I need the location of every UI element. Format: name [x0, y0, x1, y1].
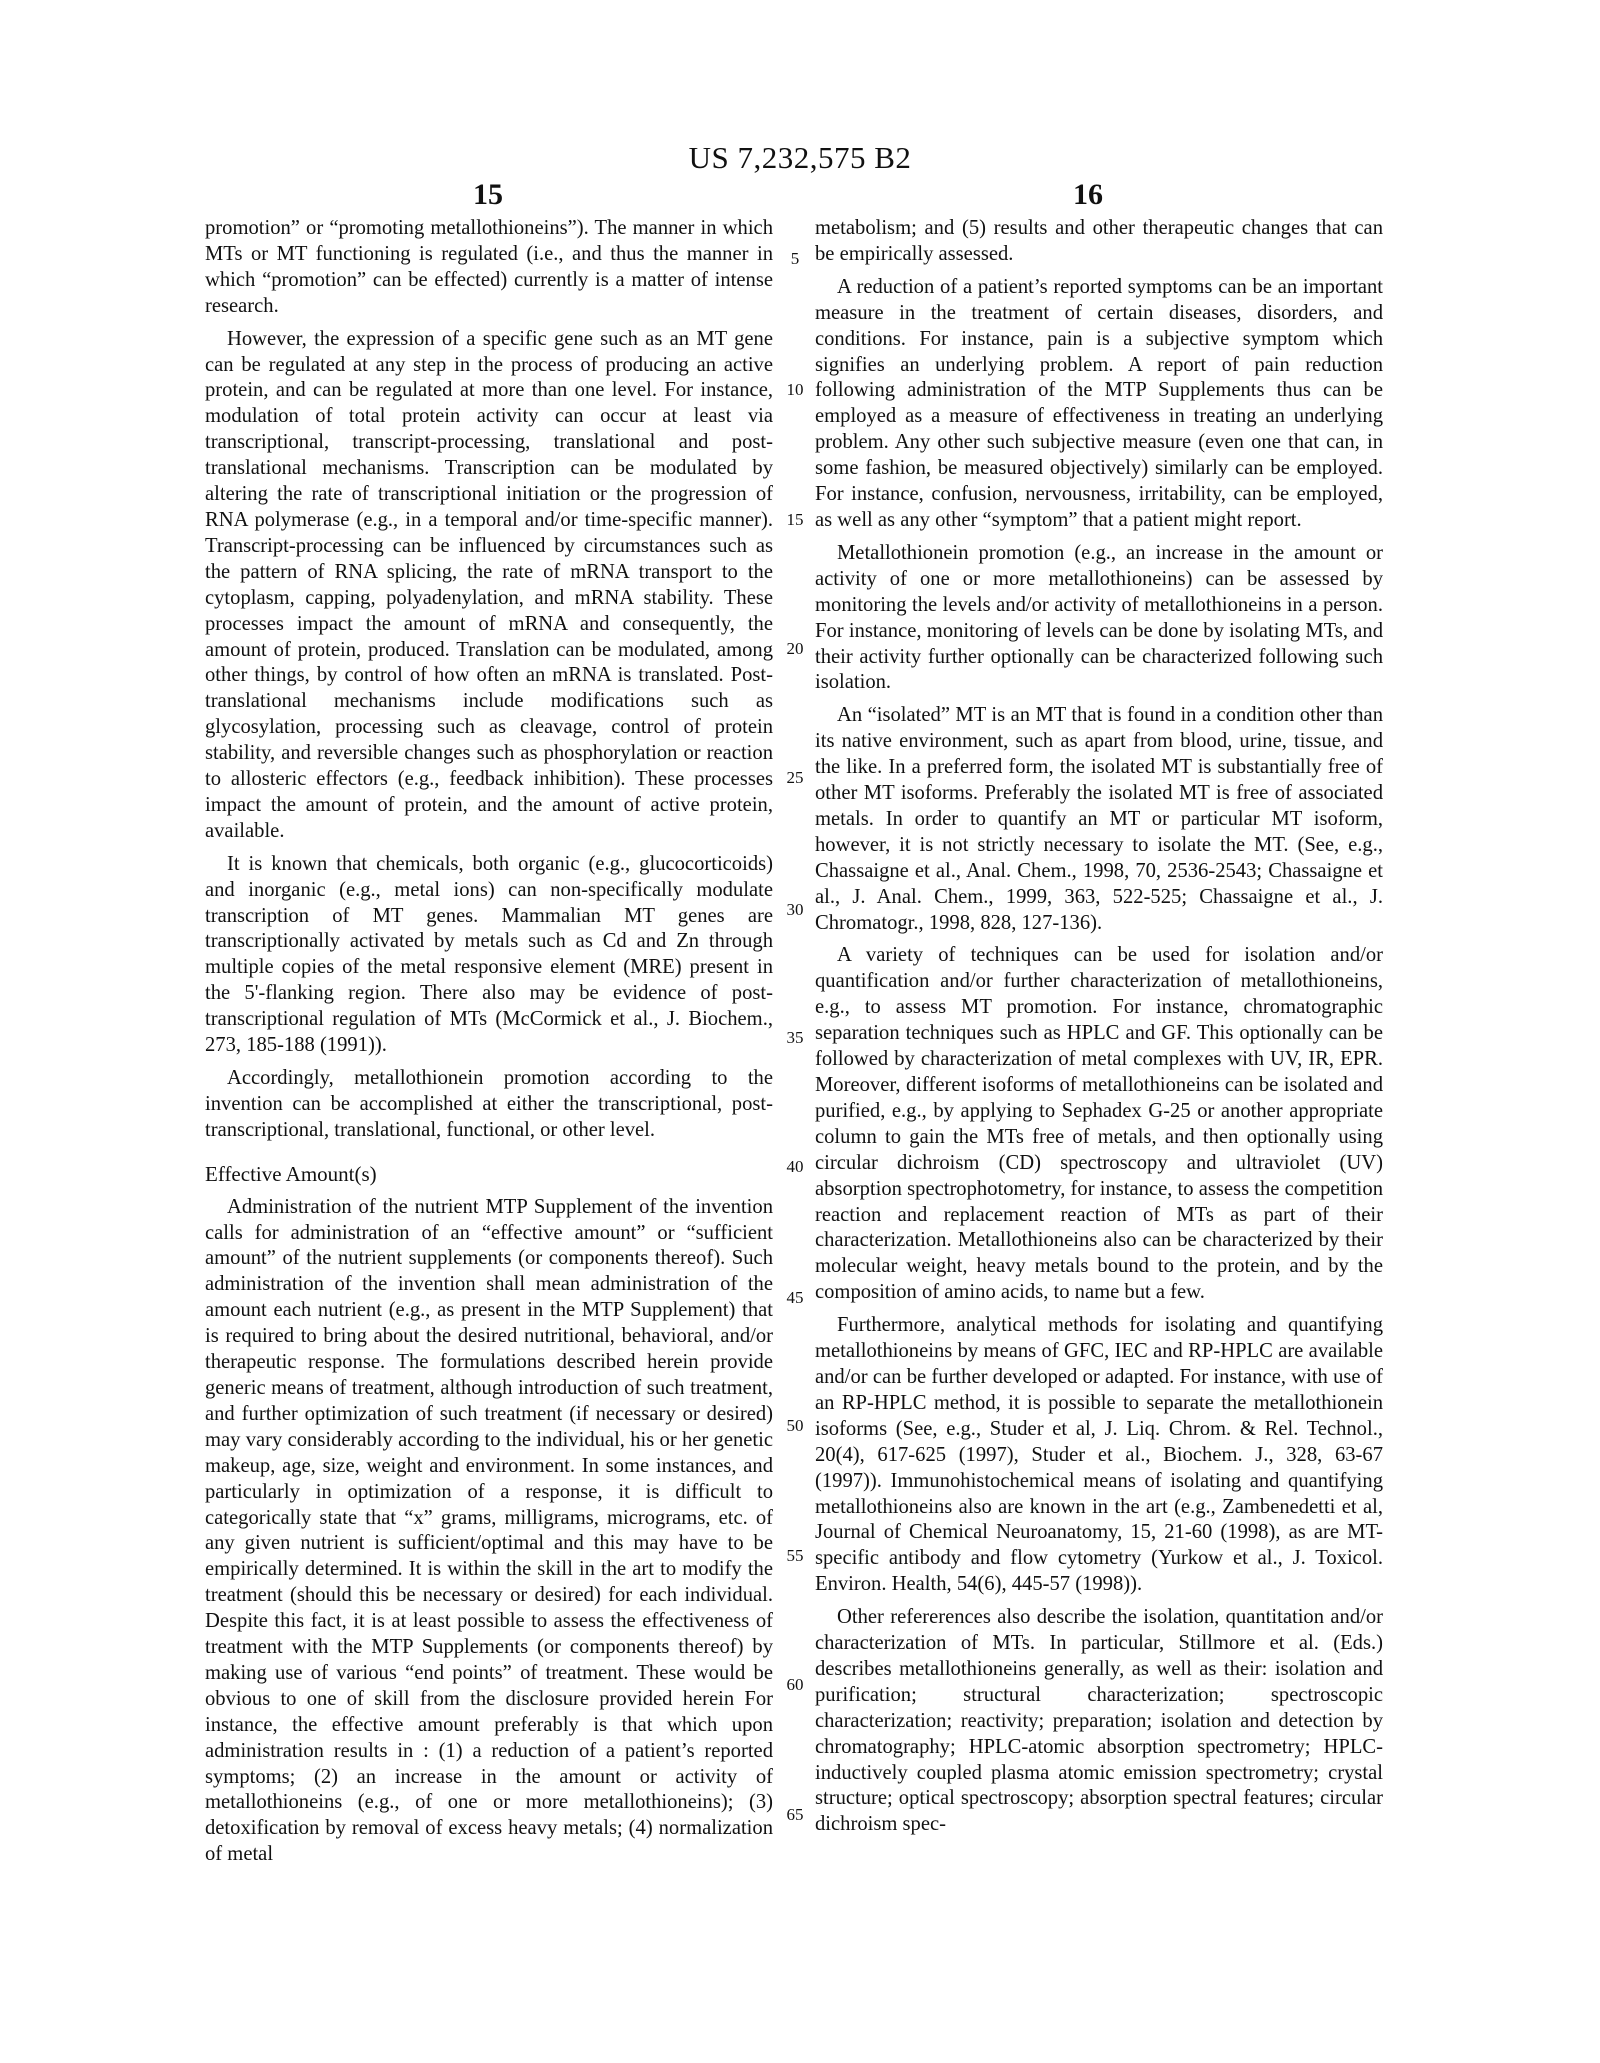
line-number: 45 — [786, 1288, 804, 1307]
line-number: 55 — [786, 1546, 804, 1565]
paragraph: Metallothionein promotion (e.g., an increase in the amount or activity of one or more metallothioneins) can be assessed by monitoring the levels and/or activity of metallothioneins in a person. For instance, monitoring of levels can be done by isolating MTs, and their activity further optionally can be characterized following such isolation. — [815, 541, 1383, 694]
line-number: 30 — [786, 900, 804, 919]
page-number-right: 16 — [1073, 178, 1103, 211]
line-number: 25 — [786, 768, 804, 787]
paragraph: A variety of techniques can be used for isolation and/or quantification and/or further characterization of metallothioneins, e.g., to assess MT promotion. For instance, chromatographic separation techniques such as HPLC and GF. This optionally can be followed by characterization of metal complexes with UV, IR, EPR. Moreover, different isoforms of metallothioneins can be isolated and purified, e.g., by applying to Sephadex G-25 or another appropriate column to gain the MTs free of metals, and then optionally using circular dichroism (CD) spectroscopy and ultraviolet (UV) absorption spectrophotometry, for instance, to assess the competition reaction and replacement reaction of MTs as part of their characterization. Metallothioneins also can be characterized by their molecular weight, heavy metals bound to the protein, and by the composition of amino acids, to name but a few. — [815, 944, 1383, 1304]
line-number: 40 — [786, 1157, 804, 1176]
right-column — [815, 216, 1383, 1838]
line-number: 5 — [790, 249, 800, 268]
section-heading: Effective Amount(s) — [205, 1161, 377, 1186]
line-number: 15 — [786, 510, 804, 529]
line-number: 20 — [786, 639, 804, 658]
left-column — [205, 216, 773, 1868]
paragraph: Other refererences also describe the isolation, quantitation and/or characterization of MTs. In particular, Stillmore et al. (Eds.) describes metallothioneins generally, as well as their: isolation and purification; structural characterization; spectroscopic characterization; reactivity; preparation; isolation and detection by chromatography; HPLC-atomic absorption spectrometry; HPLC-inductively coupled plasma atomic emission spectrometry; crystal structure; optical spectroscopy; absorption spectral features; circular dichroism spec- — [815, 1606, 1383, 1836]
paragraph: promotion” or “promoting metallothioneins”). The manner in which MTs or MT functioning is regulated (i.e., and thus the manner in which “promotion” can be effected) currently is a matter of intense research. — [205, 217, 773, 317]
paragraph: However, the expression of a specific gene such as an MT gene can be regulated at any step in the process of producing an active protein, and can be regulated at more than one level. For instance, modulation of total protein activity can occur at least via transcriptional, transcript-processing, translational and post-translational mechanisms. Transcription can be modulated by altering the rate of transcriptional initiation or the progression of RNA polymerase (e.g., in a temporal and/or time-specific manner). Transcript-processing can be influenced by circumstances such as the pattern of RNA splicing, the rate of mRNA transport to the cytoplasm, capping, polyadenylation, and mRNA stability. These processes impact the amount of mRNA and consequently, the amount of protein, produced. Translation can be modulated, among other things, by control of how often an mRNA is translated. Post-translational mechanisms include modifications such as glycosylation, processing such as cleavage, control of protein stability, and reversible changes such as phosphorylation or reaction to allosteric effectors (e.g., feedback inhibition). These processes impact the amount of protein, and the amount of active protein, available. — [205, 327, 773, 842]
paragraph: It is known that chemicals, both organic (e.g., glucocorticoids) and inorganic (e.g., metal ions) can non-specifically modulate transcription of MT genes. Mammalian MT genes are transcriptionally activated by metals such as Cd and Zn through multiple copies of the metal responsive element (MRE) present in the 5'-flanking region. There also may be evidence of post-transcriptional regulation of MTs (McCormick et al., J. Biochem., 273, 185-188 (1991)). — [205, 852, 773, 1057]
line-number: 60 — [786, 1675, 804, 1694]
line-number: 50 — [786, 1416, 804, 1435]
paragraph: Accordingly, metallothionein promotion according to the invention can be accomplished at either the transcriptional, post-transcriptional, translational, functional, or other level. — [205, 1067, 773, 1141]
line-number: 10 — [786, 380, 804, 399]
patent-number: US 7,232,575 B2 — [688, 140, 912, 175]
paragraph: Furthermore, analytical methods for isolating and quantifying metallothioneins by means of GFC, IEC and RP-HPLC are available and/or can be further developed or adapted. For instance, with use of an RP-HPLC method, it is possible to separate the metallothionein isoforms (See, e.g., Studer et al, J. Liq. Chrom. & Rel. Technol., 20(4), 617-625 (1997), Studer et al., Biochem. J., 328, 63-67 (1997)). Immunohistochemical means of isolating and quantifying metallothioneins also are known in the art (e.g., Zambenedetti et al, Journal of Chemical Neuroanatomy, 15, 21-60 (1998), as are MT-specific antibody and flow cytometry (Yurkow et al., J. Toxicol. Environ. Health, 54(6), 445-57 (1998)). — [815, 1314, 1383, 1596]
paragraph: An “isolated” MT is an MT that is found in a condition other than its native environment, such as apart from blood, urine, tissue, and the like. In a preferred form, the isolated MT is substantially free of other MT isoforms. Preferably the isolated MT is free of associated metals. In order to quantify an MT or particular MT isoform, however, it is not strictly necessary to isolate the MT. (See, e.g., Chassaigne et al., Anal. Chem., 1998, 70, 2536-2543; Chassaigne et al., J. Anal. Chem., 1999, 363, 522-525; Chassaigne et al., J. Chromatogr., 1998, 828, 127-136). — [815, 704, 1383, 934]
line-number: 65 — [786, 1805, 804, 1824]
page-number-left: 15 — [473, 178, 503, 211]
line-number: 35 — [786, 1028, 804, 1047]
paragraph: Administration of the nutrient MTP Supplement of the invention calls for administration of an “effective amount” or “sufficient amount” of the nutrient supplements (or components thereof). Such administration of the invention shall mean administration of the amount each nutrient (e.g., as present in the MTP Supplement) that is required to bring about the desired nutritional, behavioral, and/or therapeutic response. The formulations described herein provide generic means of treatment, although introduction of such treatment, and further optimization of such treatment (if necessary or desired) may vary considerably according to the individual, his or her genetic makeup, age, size, weight and environment. In some instances, and particularly in optimization of a response, it is difficult to categorically state that “x” grams, milligrams, micrograms, etc. of any given nutrient is sufficient/optimal and this may have to be empirically determined. It is within the skill in the art to modify the treatment (should this be necessary or desired) for each individual. Despite this fact, it is at least possible to assess the effectiveness of treatment with the MTP Supplements (or components thereof) by making use of various “end points” of treatment. These would be obvious to one of skill from the disclosure provided herein For instance, the effective amount preferably is that which upon administration results in : (1) a reduction of a patient’s reported symptoms; (2) an increase in the amount or activity of metallothioneins (e.g., of one or more metallothioneins); (3) detoxification by removal of excess heavy metals; (4) normalization of metal — [205, 1195, 773, 1866]
paragraph: metabolism; and (5) results and other therapeutic changes that can be empirically assessed. — [815, 217, 1383, 265]
paragraph: A reduction of a patient’s reported symptoms can be an important measure in the treatment of certain diseases, disorders, and conditions. For instance, pain is a subjective symptom which signifies an underlying problem. A report of pain reduction following administration of the MTP Supplements thus can be employed as a measure of effectiveness in treating an underlying problem. Any other such subjective measure (even one that can, in some fashion, be measured objectively) similarly can be employed. For instance, confusion, nervousness, irritability, can be employed, as well as any other “symptom” that a patient might report. — [815, 275, 1383, 531]
